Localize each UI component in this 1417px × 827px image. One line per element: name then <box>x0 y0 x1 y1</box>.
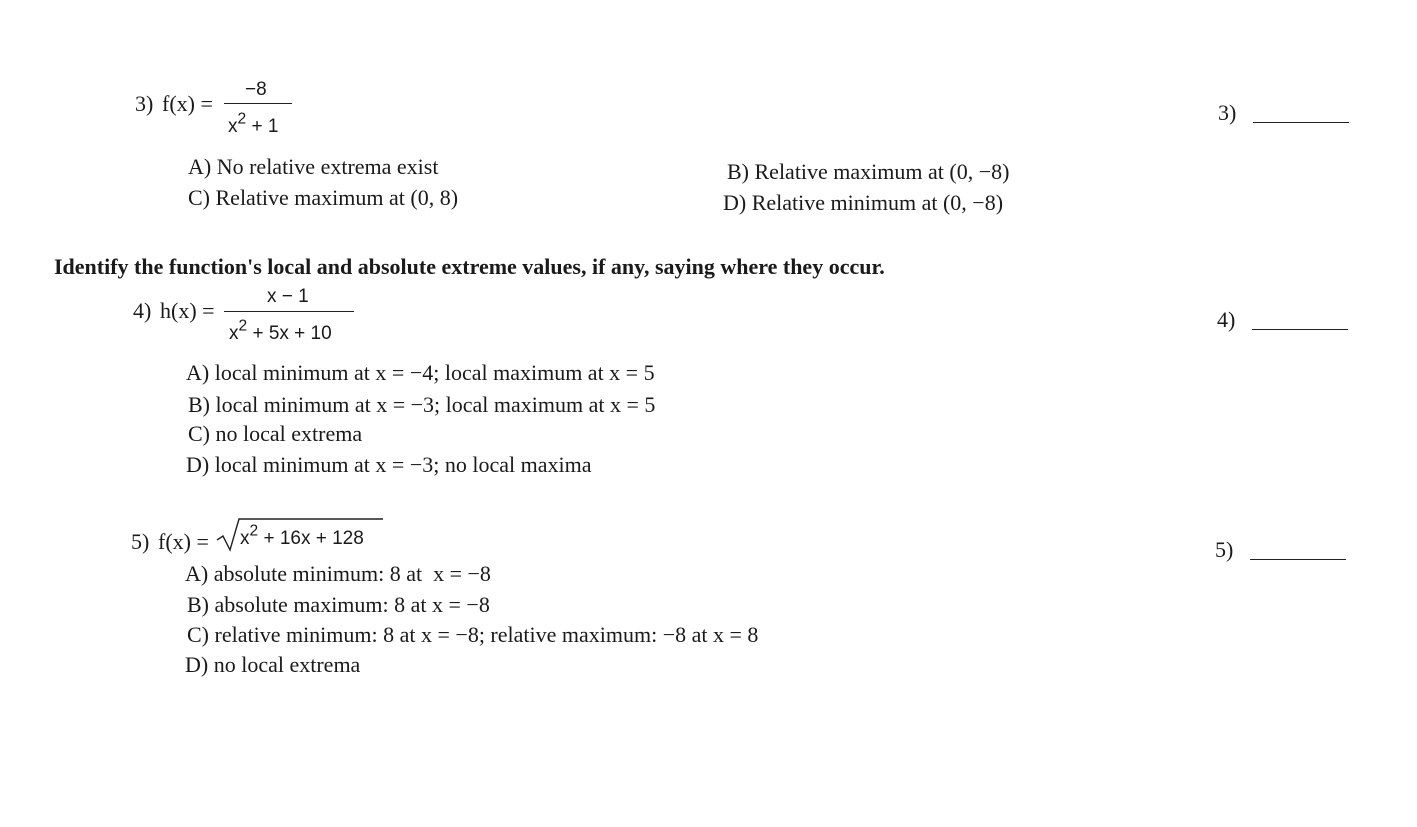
choice-label: C) <box>188 185 210 210</box>
choice-label: C) <box>187 622 209 647</box>
q4-fraction-bar <box>224 311 354 312</box>
q5-answer-blank[interactable] <box>1250 559 1346 560</box>
choice-text: relative minimum: 8 at x = −8; relative maximum: −8 at x = 8 <box>214 622 759 647</box>
q3-denominator-rest: + 1 <box>246 116 279 137</box>
q3-denominator <box>228 110 279 138</box>
choice-text: No relative extrema exist <box>216 154 439 179</box>
choice-text: local minimum at x = −3; local maximum at x = 5 <box>215 392 656 417</box>
choice-label: C) <box>188 421 210 446</box>
q4-lhs: h(x) = <box>160 298 215 323</box>
choice-label: D) <box>723 190 747 215</box>
q4-choice-c[interactable] <box>188 421 362 447</box>
choice-text: absolute maximum: 8 at x = −8 <box>214 592 490 617</box>
choice-label: A) <box>185 561 209 586</box>
choice-text: Relative maximum at (0, 8) <box>215 185 459 210</box>
q4-denominator <box>229 317 332 345</box>
choice-text: no local extrema <box>213 652 361 677</box>
q4-denominator-exp: 2 <box>238 317 248 335</box>
choice-label: B) <box>188 392 210 417</box>
choice-text: local minimum at x = −4; local maximum at x = 5 <box>214 360 655 385</box>
choice-text: Relative maximum at (0, −8) <box>754 159 1010 184</box>
q5-radicand <box>240 522 364 550</box>
section-instruction: Identify the function's local and absolute extreme values, if any, saying where they occur. <box>54 254 885 279</box>
q5-choice-c[interactable] <box>187 622 758 648</box>
q3-answer-label: 3) <box>1218 100 1237 125</box>
q5-choice-a[interactable] <box>185 561 491 587</box>
choice-text: Relative minimum at (0, −8) <box>751 190 1004 215</box>
q3-choice-a[interactable] <box>188 154 438 180</box>
choice-text: local minimum at x = −3; no local maxima <box>214 452 592 477</box>
choice-label: B) <box>727 159 749 184</box>
q3-choice-d[interactable] <box>723 190 1003 216</box>
q4-denominator-base: x <box>229 323 239 344</box>
q4-choice-a[interactable] <box>186 360 655 386</box>
choice-label: A) <box>186 360 210 385</box>
q5-choice-d[interactable] <box>185 652 360 678</box>
q3-denominator-exp: 2 <box>237 110 247 128</box>
q3-choice-c[interactable] <box>188 185 458 211</box>
q3-numerator: −8 <box>245 79 267 100</box>
q3-fraction-bar <box>224 103 292 104</box>
choice-label: D) <box>185 652 209 677</box>
choice-text: absolute minimum: 8 at x = −8 <box>213 561 491 586</box>
q5-answer-label: 5) <box>1215 537 1234 562</box>
q3-choice-b[interactable] <box>727 159 1009 185</box>
choice-text: no local extrema <box>215 421 363 446</box>
q4-answer-blank[interactable] <box>1252 329 1348 330</box>
q5-radicand-rest: + 16x + 128 <box>258 528 364 549</box>
q5-lhs: f(x) = <box>158 529 209 554</box>
choice-label: B) <box>187 592 209 617</box>
q4-denominator-rest: + 5x + 10 <box>247 323 332 344</box>
q4-number: 4) <box>133 298 152 323</box>
choice-label: D) <box>186 452 210 477</box>
q4-numerator: x − 1 <box>267 286 309 307</box>
choice-label: A) <box>188 154 212 179</box>
q5-radicand-base: x <box>240 528 250 549</box>
q5-number: 5) <box>131 529 150 554</box>
q4-choice-d[interactable] <box>186 452 591 478</box>
q5-radicand-exp: 2 <box>249 522 259 540</box>
q5-choice-b[interactable] <box>187 592 490 618</box>
q4-choice-b[interactable] <box>188 392 655 418</box>
q3-answer-blank[interactable] <box>1253 122 1349 123</box>
q3-lhs: f(x) = <box>162 91 213 116</box>
q3-number: 3) <box>135 91 154 116</box>
q4-answer-label: 4) <box>1217 307 1236 332</box>
q3-denominator-base: x <box>228 116 238 137</box>
